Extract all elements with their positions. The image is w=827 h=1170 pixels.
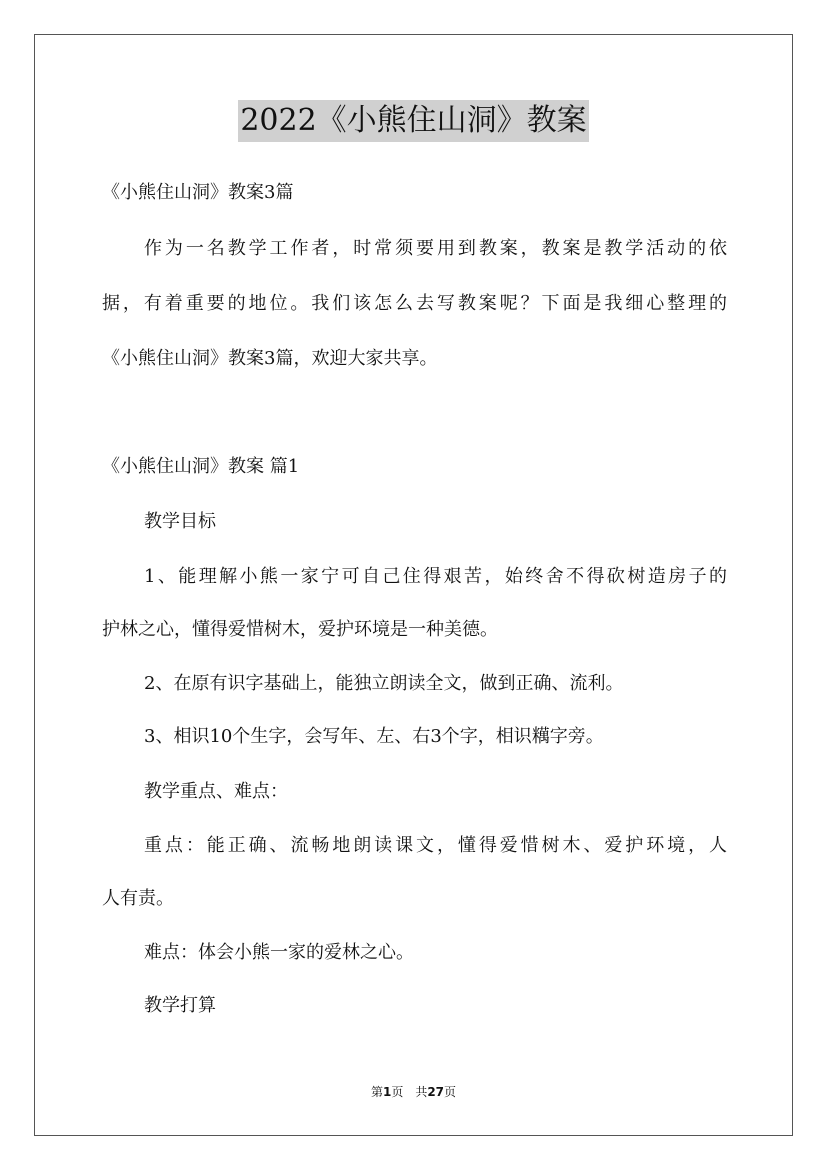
document-title: 2022《小熊住山洞》教案 bbox=[238, 100, 588, 142]
key-point-line-2: 人有责。 bbox=[102, 888, 174, 909]
section-heading: 《小熊住山洞》教案 篇1 bbox=[102, 456, 300, 477]
goal-1-line-1: 1、能理解小熊一家宁可自己住得艰苦，始终舍不得砍树造房子的 bbox=[144, 566, 727, 587]
key-point-line-1: 重点：能正确、流畅地朗读课文，懂得爱惜树木、爱护环境，人 bbox=[144, 835, 727, 856]
footer-page-number: 1 bbox=[382, 1085, 392, 1099]
intro-line-1: 作为一名教学工作者，时常须要用到教案，教案是教学活动的依 bbox=[144, 238, 727, 259]
key-heading: 教学重点、难点： bbox=[144, 781, 288, 802]
footer-mid: 页 共 bbox=[391, 1085, 428, 1099]
difficult-point: 难点：体会小熊一家的爱林之心。 bbox=[144, 942, 414, 963]
goal-3: 3、相识10个生字，会写年、左、右3个字，相识䊪字旁。 bbox=[144, 726, 604, 747]
footer-suffix: 页 bbox=[444, 1085, 457, 1099]
goal-1-line-2: 护林之心，懂得爱惜树木，爱护环境是一种美德。 bbox=[102, 619, 498, 640]
footer-prefix: 第 bbox=[370, 1085, 383, 1099]
goal-2: 2、在原有识字基础上，能独立朗读全文，做到正确、流利。 bbox=[144, 673, 624, 694]
intro-line-2: 据，有着重要的地位。我们该怎么去写教案呢？下面是我细心整理的 bbox=[102, 293, 727, 314]
subtitle: 《小熊住山洞》教案3篇 bbox=[102, 182, 294, 203]
goals-heading: 教学目标 bbox=[144, 511, 216, 532]
plan-heading: 教学打算 bbox=[144, 995, 216, 1016]
title-container bbox=[0, 100, 827, 142]
footer-total-pages: 27 bbox=[427, 1085, 445, 1099]
page-footer bbox=[0, 1084, 827, 1100]
intro-line-3: 《小熊住山洞》教案3篇，欢迎大家共享。 bbox=[102, 348, 438, 369]
